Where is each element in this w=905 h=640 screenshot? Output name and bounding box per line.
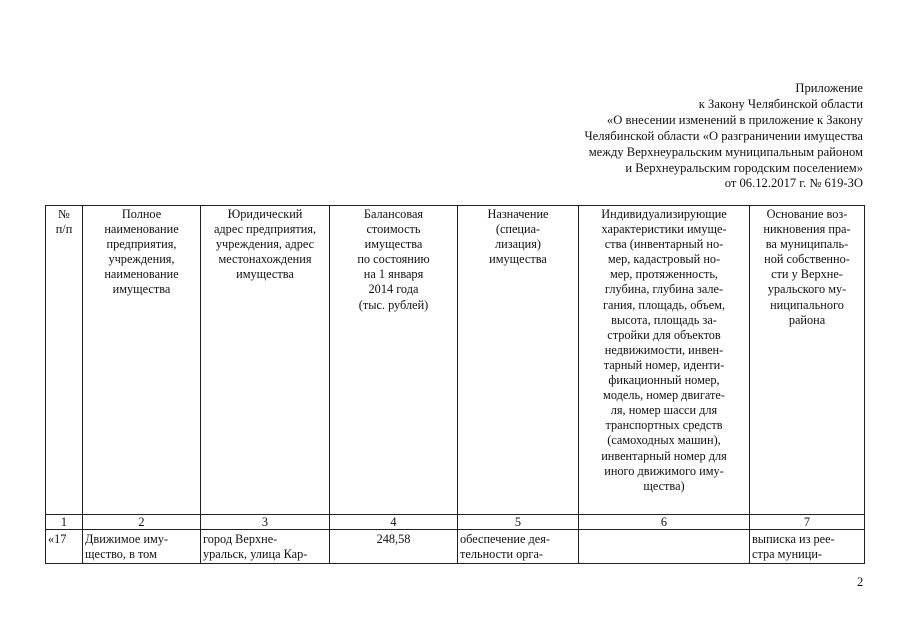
annex-header-line: Приложение [795,81,863,95]
column-number-cell: 7 [750,515,865,530]
annex-header [443,81,863,192]
column-number-cell: 2 [83,515,201,530]
page-number: 2 [857,575,864,589]
annex-header-line: от 06.12.2017 г. № 619-ЗО [724,176,863,191]
property-table [45,205,865,564]
row-ownership-basis-cell: выписка из рее- стра муници- [750,530,865,564]
header-cell-purpose: Назначение (специа- лизация) имущества [458,206,579,515]
annex-header-line: «О внесении изменений в приложение к Закону [606,112,863,127]
table-row [46,530,865,564]
row-number-cell: «17 [46,530,83,564]
column-number-row [46,515,865,530]
annex-header-line: и Верхнеуральским городским поселением» [625,160,863,175]
annex-header-line: между Верхнеуральским муниципальным районом [588,144,863,159]
header-cell-address: Юридический адрес предприятия, учреждения, адрес местонахождения имущества [201,206,330,515]
row-address-cell: город Верхне- уральск, улица Кар- [201,530,330,564]
row-balance-value-cell: 248,58 [330,530,458,564]
row-purpose-cell: обеспечение дея- тельности орга- [458,530,579,564]
header-cell-ownership-basis: Основание воз- никновения пра- ва муниципаль- ной собственно- сти у Верхне- уральского му- ниципального района [750,206,865,515]
header-cell-name: Полное наименование предприятия, учреждения, наименование имущества [83,206,201,515]
header-cell-balance-value: Балансовая стоимость имущества по состоянию на 1 января 2014 года (тыс. рублей) [330,206,458,515]
header-cell-characteristics: Индивидуализирующие характеристики имуще- ства (инвентарный но- мер, кадастровый но- мер, протяженность, глубина, глубина зале- гания, площадь, объем, высота, площадь за- стройки для объектов недвижимости, инвен- тарный номер, иденти- фикационный номер, модель, номер двигате- ля, номер шасси для транспортных средств (самоходных машин), инвентарный номер для иного движимого иму- щества) [579,206,750,515]
annex-header-line: к Закону Челябинской области [698,96,863,111]
row-characteristics-cell [579,530,750,564]
column-number-cell: 4 [330,515,458,530]
header-cell-number: № п/п [46,206,83,515]
column-number-cell: 6 [579,515,750,530]
table-header-row [46,206,865,515]
column-number-cell: 5 [458,515,579,530]
row-name-cell: Движимое иму- щество, в том [83,530,201,564]
annex-header-line: Челябинской области «О разграничении имущества [584,128,863,143]
column-number-cell: 3 [201,515,330,530]
column-number-cell: 1 [46,515,83,530]
